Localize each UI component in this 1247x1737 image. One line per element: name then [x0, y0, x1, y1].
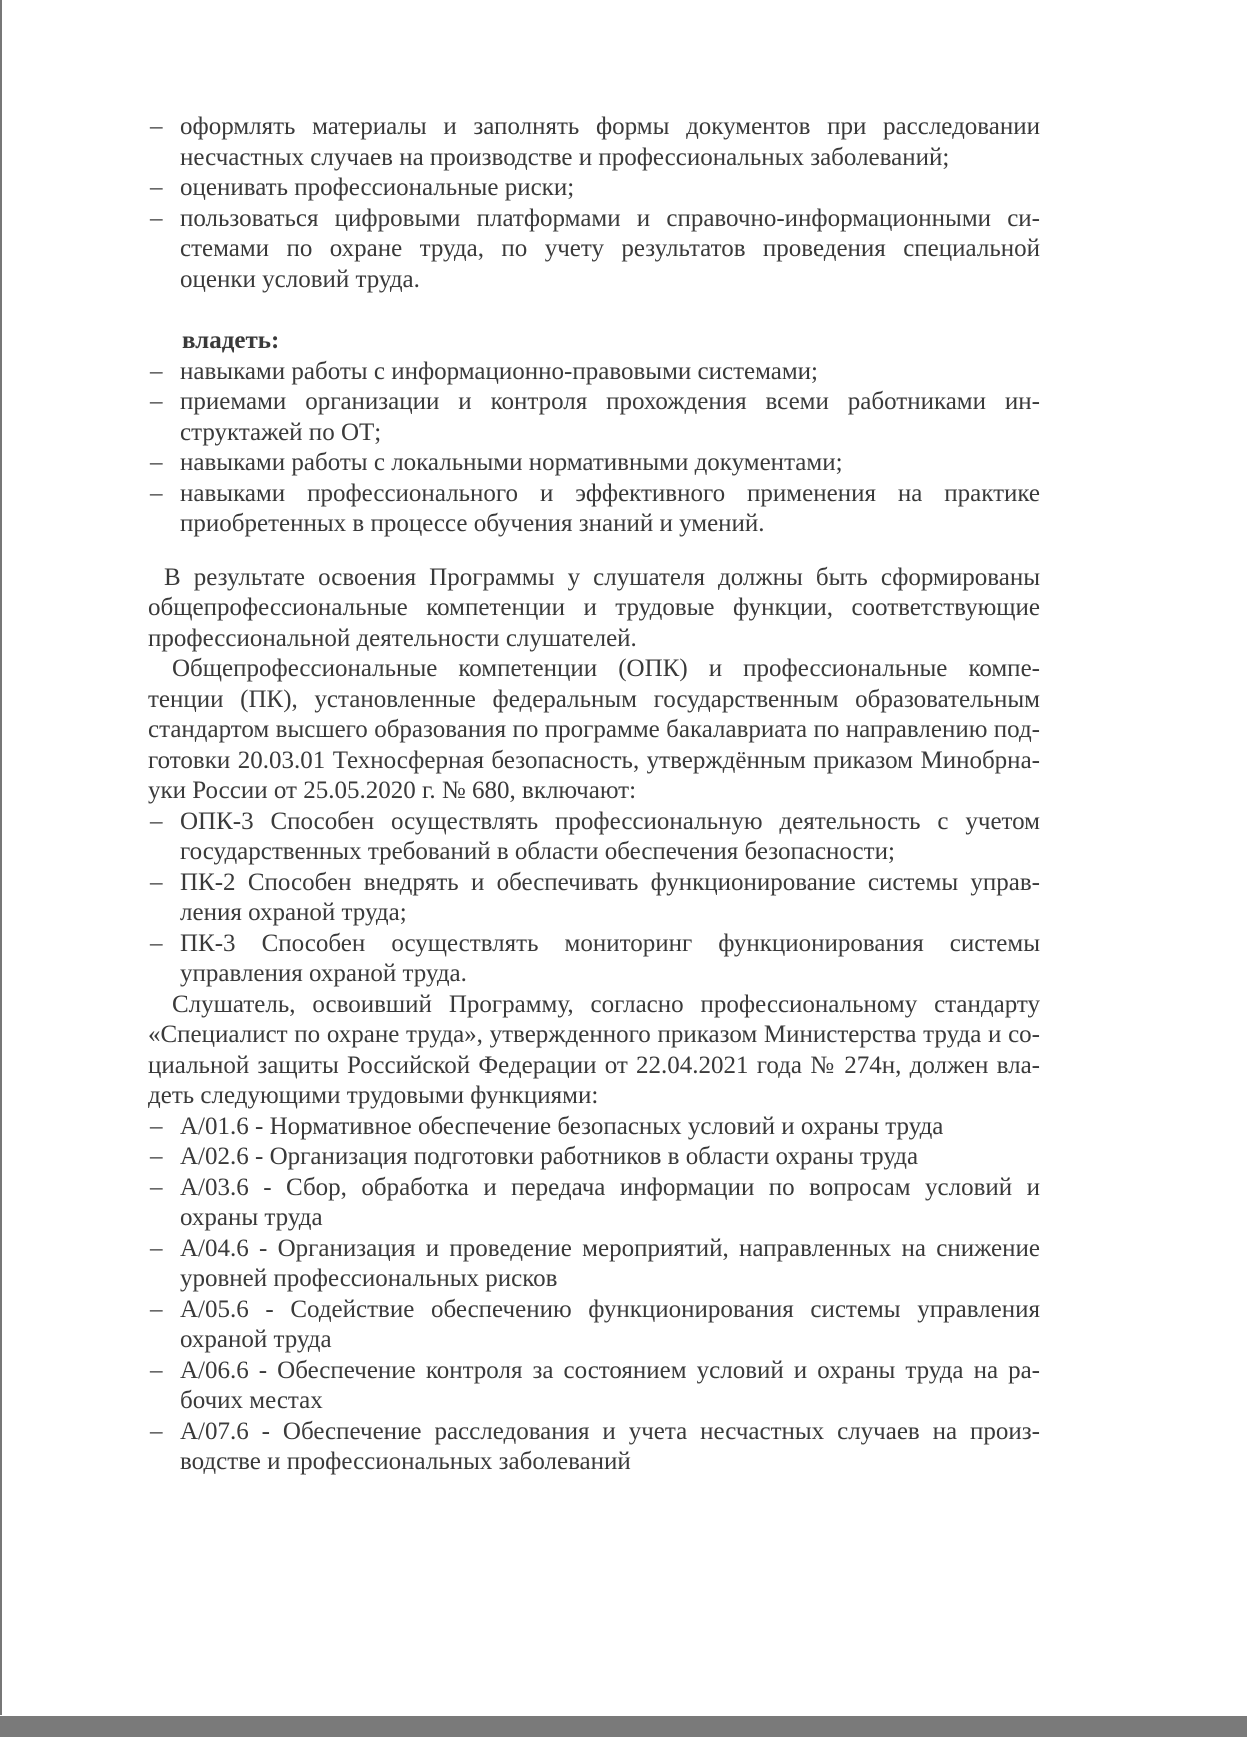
text-line: ПК-3 Способен осуществлять мониторинг функционирования системы [180, 929, 1040, 957]
dash-bullet: – [150, 1356, 163, 1384]
scan-left-edge [0, 0, 2, 1715]
text-line: Общепрофессиональные компетенции (ОПК) и профессиональные компе- [172, 655, 1040, 682]
text-line: В результате освоения Программы у слушателя должны быть сформированы [164, 563, 1040, 591]
text-line: навыками работы с информационно-правовыми системами; [180, 357, 819, 385]
paragraph-competencies [148, 654, 1040, 807]
text-line: готовки 20.03.01 Техносферная безопасность, утверждённым приказом Минобрна- [148, 746, 1040, 774]
text-line: приемами организации и контроля прохождения всеми работниками ин- [180, 388, 1040, 415]
text-line: ления охраной труда; [180, 899, 407, 926]
text-line: деть следующими трудовыми функциями: [148, 1082, 599, 1109]
paragraph-result [148, 563, 1040, 655]
dash-bullet: – [150, 929, 163, 957]
dash-bullet: – [150, 1295, 163, 1323]
text-line: структажей по ОТ; [180, 418, 382, 446]
dash-bullet: – [150, 807, 163, 835]
dash-bullet: – [150, 357, 163, 385]
text-line: А/06.6 - Обеспечение контроля за состоянием условий и охраны труда на ра- [180, 1356, 1040, 1384]
dash-bullet: – [150, 449, 163, 476]
text-line: уровней профессиональных рисков [180, 1265, 558, 1292]
document-body [148, 112, 1040, 1478]
list-item [148, 173, 1040, 204]
dash-bullet: – [150, 113, 163, 140]
dash-bullet: – [150, 1173, 163, 1201]
competencies-list [148, 807, 1040, 990]
mastery-list [148, 357, 1040, 540]
dash-bullet: – [150, 388, 163, 415]
list-item [148, 387, 1040, 448]
text-line: водстве и профессиональных заболеваний [180, 1448, 631, 1475]
dash-bullet: – [150, 1417, 163, 1445]
text-line: оценивать профессиональные риски; [180, 174, 575, 201]
text-line: оформлять материалы и заполнять формы документов при расследовании [180, 113, 1040, 140]
list-item [148, 1295, 1040, 1356]
list-item [148, 448, 1040, 479]
text-line: А/04.6 - Организация и проведение мероприятий, направленных на снижение [180, 1234, 1040, 1262]
list-item [148, 807, 1040, 868]
list-item [148, 1234, 1040, 1295]
text-line: уки России от 25.05.2020 г. № 680, включают: [148, 777, 637, 804]
text-line: охраны труда [180, 1204, 323, 1231]
text-line: охраной труда [180, 1326, 332, 1353]
text-line: А/07.6 - Обеспечение расследования и учета несчастных случаев на произ- [180, 1417, 1040, 1445]
text-line: несчастных случаев на производстве и профессиональных заболеваний; [180, 143, 950, 171]
paragraph-standard [148, 990, 1040, 1112]
dash-bullet: – [150, 174, 163, 201]
list-item [148, 204, 1040, 296]
list-item [148, 112, 1040, 173]
text-line: общепрофессиональные компетенции и трудовые функции, соответствующие [148, 594, 1040, 621]
text-line: тенции (ПК), установленные федеральным государственным образовательным [148, 685, 1040, 713]
text-line: навыками работы с локальными нормативными документами; [180, 449, 843, 476]
text-line: стемами по охране труда, по учету результатов проведения специальной [180, 235, 1040, 262]
list-item [148, 1417, 1040, 1478]
scan-bottom-band [0, 1716, 1247, 1737]
list-item [148, 929, 1040, 990]
text-line: циальной защиты Российской Федерации от 22.04.2021 года № 274н, должен вла- [148, 1051, 1040, 1079]
list-item [148, 479, 1040, 540]
section-heading-own: владеть: [182, 327, 280, 354]
text-line: оценки условий труда. [180, 265, 420, 293]
text-line: бочих местах [180, 1387, 323, 1414]
text-line: навыками профессионального и эффективного применения на практике [180, 479, 1040, 507]
text-line: Слушатель, освоивший Программу, согласно профессиональному стандарту [172, 990, 1040, 1018]
list-item [148, 1173, 1040, 1234]
text-line: государственных требований в области обеспечения безопасности; [180, 838, 895, 865]
dash-bullet: – [150, 479, 163, 507]
list-item [148, 868, 1040, 929]
list-item [148, 1356, 1040, 1417]
list-item [148, 1112, 1040, 1143]
text-line: ОПК-3 Способен осуществлять профессиональную деятельность с учетом [180, 807, 1040, 835]
text-line: стандартом высшего образования по программе бакалавриата по направлению под- [148, 716, 1040, 743]
list-item [148, 1142, 1040, 1173]
text-line: А/03.6 - Сбор, обработка и передача информации по вопросам условий и [180, 1173, 1040, 1201]
text-line: приобретенных в процессе обучения знаний и умений. [180, 510, 765, 537]
text-line: пользоваться цифровыми платформами и справочно-информационными си- [180, 204, 1040, 232]
text-line: А/02.6 - Организация подготовки работников в области охраны труда [180, 1143, 919, 1170]
dash-bullet: – [150, 1234, 163, 1262]
dash-bullet: – [150, 868, 163, 896]
dash-bullet: – [150, 1112, 163, 1140]
dash-bullet: – [150, 204, 163, 232]
dash-bullet: – [150, 1143, 163, 1170]
skills-list [148, 112, 1040, 295]
text-line: профессиональной деятельности слушателей. [148, 624, 637, 652]
list-item [148, 357, 1040, 388]
text-line: А/05.6 - Содействие обеспечению функционирования системы управления [180, 1295, 1040, 1323]
text-line: «Специалист по охране труда», утвержденного приказом Министерства труда и со- [148, 1021, 1040, 1048]
text-line: А/01.6 - Нормативное обеспечение безопасных условий и охраны труда [180, 1112, 944, 1140]
labor-functions-list [148, 1112, 1040, 1478]
text-line: ПК-2 Способен внедрять и обеспечивать функционирование системы управ- [180, 868, 1040, 896]
text-line: управления охраной труда. [180, 960, 467, 987]
